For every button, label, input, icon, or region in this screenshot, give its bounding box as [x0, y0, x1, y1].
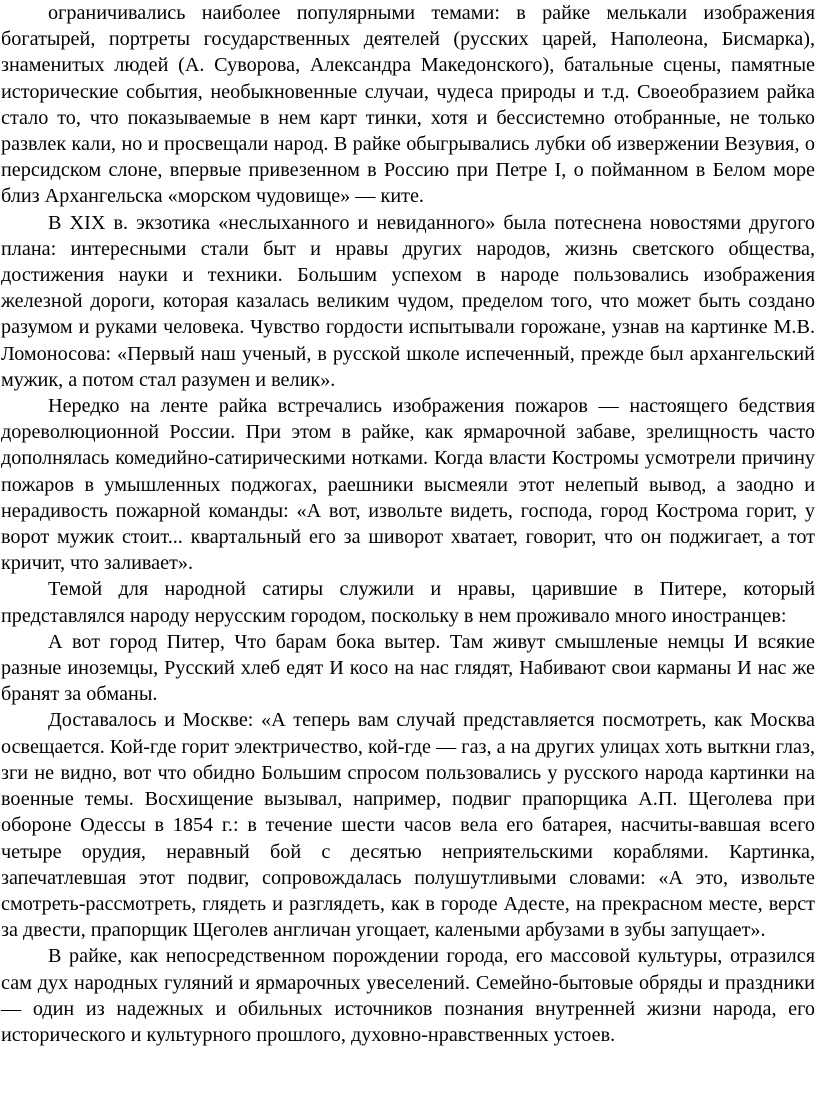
paragraph-moscow: Доставалось и Москве: «А теперь вам случай представляется посмотреть, как Москва освещается. Кой-где горит электричество, кой-где — газ, а на других улицах хоть выткни глаз, зги не видно, вот что обидно Большим спросом пользовались у русского народа картинки на военные темы. Восхищение вызывал, например, подвиг прапорщика А.П. Щеголева при обороне Одессы в 1854 г.: в течение шести часов вела его батарея, насчиты-вавшая всего четыре орудия, неравный бой с десятью неприятельскими кораблями. Картинка, запечатлевшая этот подвиг, сопровождалась полушутливыми словами: «А это, извольте смотреть-рассмотреть, глядеть и разглядеть, как в городе Адесте, на прекрасном месте, верст за двести, прапорщик Щеголев англичан угощает, калеными арбузами в зубы запущает».: [1, 709, 815, 942]
paragraph-piter-verse: А вот город Питер, Что барам бока вытер. Там живут смышленые немцы И всякие разные иноземцы, Русский хлеб едят И косо на нас глядят, Набивают свои карманы И нас же бранят за обманы.: [1, 630, 815, 706]
paragraph-fires: Нередко на ленте райка встречались изображения пожаров — настоящего бедствия дореволюционной России. При этом в райке, как ярмарочной забаве, зрелищность часто дополнялась комедийно-сатирическими нотками. Когда власти Костромы усмотрели причину пожаров в умышленных поджогах, раешники высмеяли этот нелепый вывод, а заодно и нерадивость пожарной команды: «А вот, извольте видеть, господа, город Кострома горит, у ворот мужик стоит... квартальный его за шиворот хватает, говорит, что он поджигает, а тот кричит, что заливает».: [1, 395, 815, 575]
paragraph-raek-themes: ограничивались наиболее популярными темами: в райке мелькали изображения богатырей, портреты государственных деятелей (русских царей, Наполеона, Бисмарка), знаменитых людей (А. Суворова, Александра Македонского), батальные сцены, памятные исторические события, необыкновенные случаи, чудеса природы и т.д. Своеобразием райка стало то, что показываемые в нем карт тинки, хотя и бессистемно отобранные, не только развлек кали, но и просвещали народ. В райке обыгрывались лубки об извержении Везувия, о персидском слоне, впервые привезенном в Россию при Петре I, о пойманном в Белом море близ Архангельска «морском чудовище» — ките.: [1, 2, 815, 208]
paragraph-xix-century: В XIX в. экзотика «неслыханного и невиданного» была потеснена новостями другого плана: интересными стали быт и нравы других народов, жизнь светского общества, достижения науки и техники. Большим успехом в народе пользовались изображения железной дороги, которая казалась великим чудом, пределом того, что может быть создано разумом и руками человека. Чувство гордости испытывали горожане, узнав на картинке М.В. Ломоносова: «Первый наш ученый, в русской школе испеченный, прежде был архангельский мужик, а потом стал разумен и велик».: [1, 211, 815, 391]
paragraph-piter-satire: Темой для народной сатиры служили и нравы, царившие в Питере, который представлялся народу нерусским городом, поскольку в нем проживало много иностранцев:: [1, 578, 815, 627]
paragraph-festivities: В райке, как непосредственном порождении города, его массовой культуры, отразился сам дух народных гуляний и ярмарочных увеселений. Семейно-бытовые обряды и праздники — один из надежных и обильных источников познания внутренней жизни народа, его исторического и культурного прошлого, духовно-нравственных устоев.: [1, 945, 815, 1046]
